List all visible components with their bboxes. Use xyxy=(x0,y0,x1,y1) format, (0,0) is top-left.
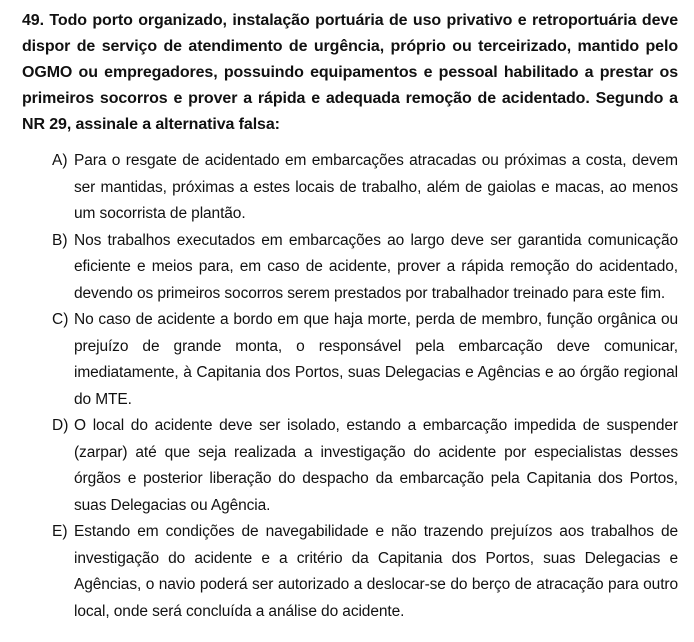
alternatives-list xyxy=(22,148,678,625)
alternative-a xyxy=(52,148,678,228)
alternative-letter: B) xyxy=(52,231,68,249)
alternative-letter: D) xyxy=(52,417,69,434)
alternative-d xyxy=(52,413,678,519)
alternative-letter: C) xyxy=(52,311,69,328)
alternative-text: Estando em condições de navegabilidade e não trazendo prejuízos aos trabalhos de investigação do acidente e a critério da Capitania dos Portos, suas Delegacias e Agências, o navio poderá ser autorizado a deslocar-se do berço de atracação para outro local, onde será concluída a análise do acidente. xyxy=(74,523,678,620)
alternative-text: Nos trabalhos executados em embarcações ao largo deve ser garantida comunicação eficiente e meios para, em caso de acidente, prover a rápida remoção do acidentado, devendo os primeiros socorros serem prestados por trabalhador treinado para este fim. xyxy=(74,231,678,302)
alternative-c xyxy=(52,307,678,413)
alternative-text: O local do acidente deve ser isolado, estando a embarcação impedida de suspender (zarpar) até que seja realizada a investigação do acidente por especialistas desses órgãos e posterior liberação do despacho da embarcação pela Capitania dos Portos, suas Delegacias ou Agência. xyxy=(74,417,678,514)
alternative-text: No caso de acidente a bordo em que haja morte, perda de membro, função orgânica ou prejuízo de grande monta, o responsável pela embarcação deve comunicar, imediatamente, à Capitania dos Portos, suas Delegacias e Agências e ao órgão regional do MTE. xyxy=(74,311,678,408)
question-statement: 49. Todo porto organizado, instalação portuária de uso privativo e retroportuária deve dispor de serviço de atendimento de urgência, próprio ou terceirizado, mantido pelo OGMO ou empregadores, possuindo equipamentos e pessoal habilitado a prestar os primeiros socorros e prover a rápida e adequada remoção de acidentado. Segundo a NR 29, assinale a alternativa falsa: xyxy=(22,12,678,133)
alternative-text: Para o resgate de acidentado em embarcações atracadas ou próximas a costa, devem ser mantidas, próximas a estes locais de trabalho, além de gaiolas e macas, ao menos um socorrista de plantão. xyxy=(74,152,678,222)
alternative-letter: E) xyxy=(52,523,68,540)
alternative-b xyxy=(52,228,678,308)
alternative-e xyxy=(52,519,678,625)
alternative-letter: A) xyxy=(52,152,68,169)
